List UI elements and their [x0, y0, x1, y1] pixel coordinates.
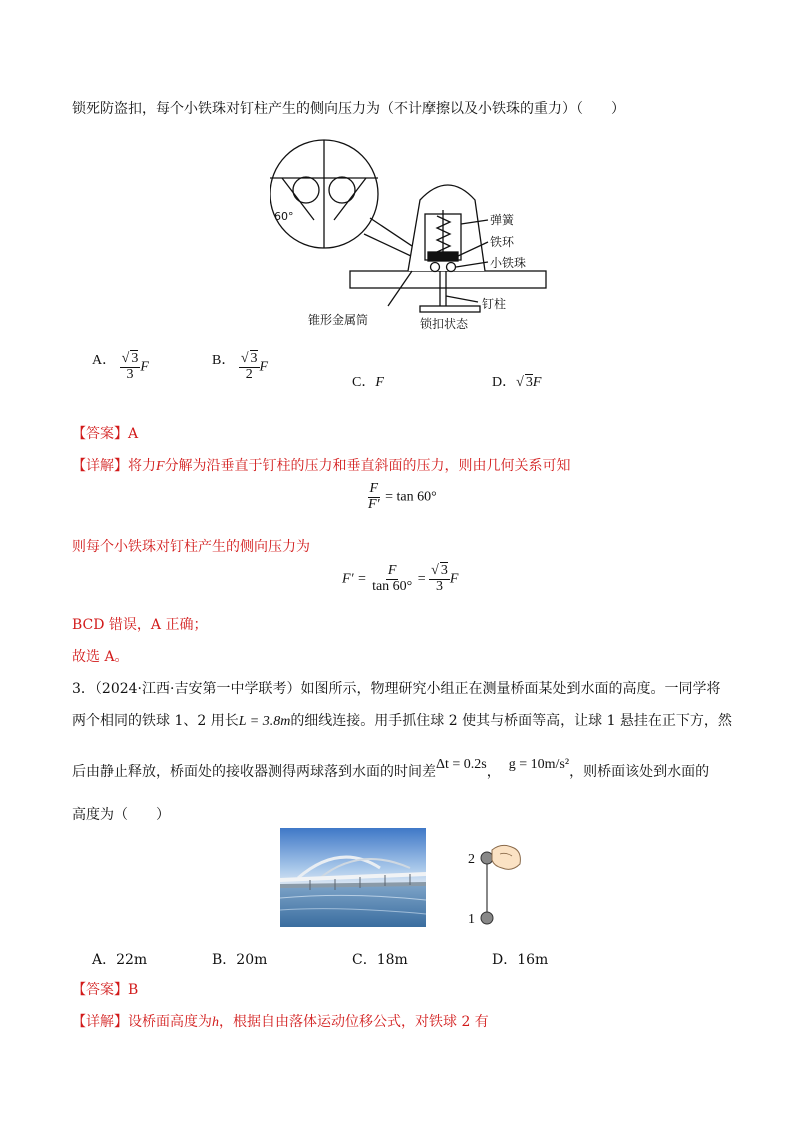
ball-2: [481, 852, 493, 864]
bead-label: 小铁珠: [490, 256, 527, 270]
cone-label: 锥形金属筒: [308, 313, 369, 327]
bridge-photo: [280, 828, 426, 927]
pin-label: 钉柱: [482, 297, 507, 311]
q3-line-4: 高度为（ ）: [72, 807, 170, 823]
q2-equation-1: $\frac{F}{F'}$ = tan 60°: [368, 481, 437, 512]
q2-option-d: D．√ 3F: [492, 375, 542, 390]
ball-2-label: 2: [468, 852, 475, 867]
ball-1: [481, 912, 493, 924]
state-label: 锁扣状态: [420, 317, 469, 331]
q3-option-a: A．22m: [92, 952, 148, 968]
q2-option-c: C．F: [352, 375, 384, 390]
q2-wrong-text: BCD 错误，A 正确；: [72, 617, 208, 633]
q2-stem-tail: 锁死防盗扣，每个小铁珠对钉柱产生的侧向压力为（不计摩擦以及小铁珠的重力）（ ）: [72, 101, 625, 117]
ring-label: 铁环: [490, 235, 515, 249]
angle-label: 60°: [274, 210, 294, 223]
pin-plate: [420, 306, 480, 312]
iron-ring: [428, 252, 458, 261]
hand: [492, 845, 520, 869]
q2-then-text: 则每个小铁珠对钉柱产生的侧向压力为: [72, 539, 310, 555]
q3-option-c: C．18m: [352, 952, 408, 968]
q2-detail: 【详解】将力F分解为沿垂直于钉柱的压力和垂直斜面的压力，则由几何关系可知: [72, 458, 571, 474]
q3-line-3: 后由静止释放，桥面处的接收器测得两球落到水面的时间差Δt = 0.2s， g = 10m/s²，则桥面该处到水面的: [72, 757, 710, 780]
q3-line-2: 两个相同的铁球 1、2 用长L = 3.8m的细线连接。用手抓住球 2 使其与桥面等高，让球 1 悬挂在正下方，然: [72, 713, 732, 729]
balls-diagram: [462, 838, 532, 933]
q3-answer: 【答案】B: [72, 982, 139, 998]
lock-diagram: [270, 128, 550, 338]
q2-option-b: B． $\frac{√ 3}{2}$ F: [212, 351, 269, 382]
q2-choose-text: 故选 A。: [72, 649, 129, 665]
ball-1-label: 1: [468, 912, 475, 927]
q3-option-b: B．20m: [212, 952, 268, 968]
q2-answer: 【答案】A: [72, 426, 139, 442]
q3-line-1: 3．（2024·江西·吉安第一中学联考）如图所示，物理研究小组正在测量桥面某处到水面的高度。一同学将: [72, 681, 721, 697]
spring-label: 弹簧: [490, 213, 515, 227]
base-plate: [350, 271, 546, 288]
q2-option-a: A． $\frac{√ 3}{3}$ F: [92, 351, 149, 382]
q3-detail: 【详解】设桥面高度为h，根据自由落体运动位移公式，对铁球 2 有: [72, 1014, 489, 1030]
q3-option-d: D．16m: [492, 952, 549, 968]
q2-equation-2: F′ = $\frac{F}{\tan 60^\circ}$ = $\frac{√ 3}{3}$ F: [342, 563, 459, 594]
